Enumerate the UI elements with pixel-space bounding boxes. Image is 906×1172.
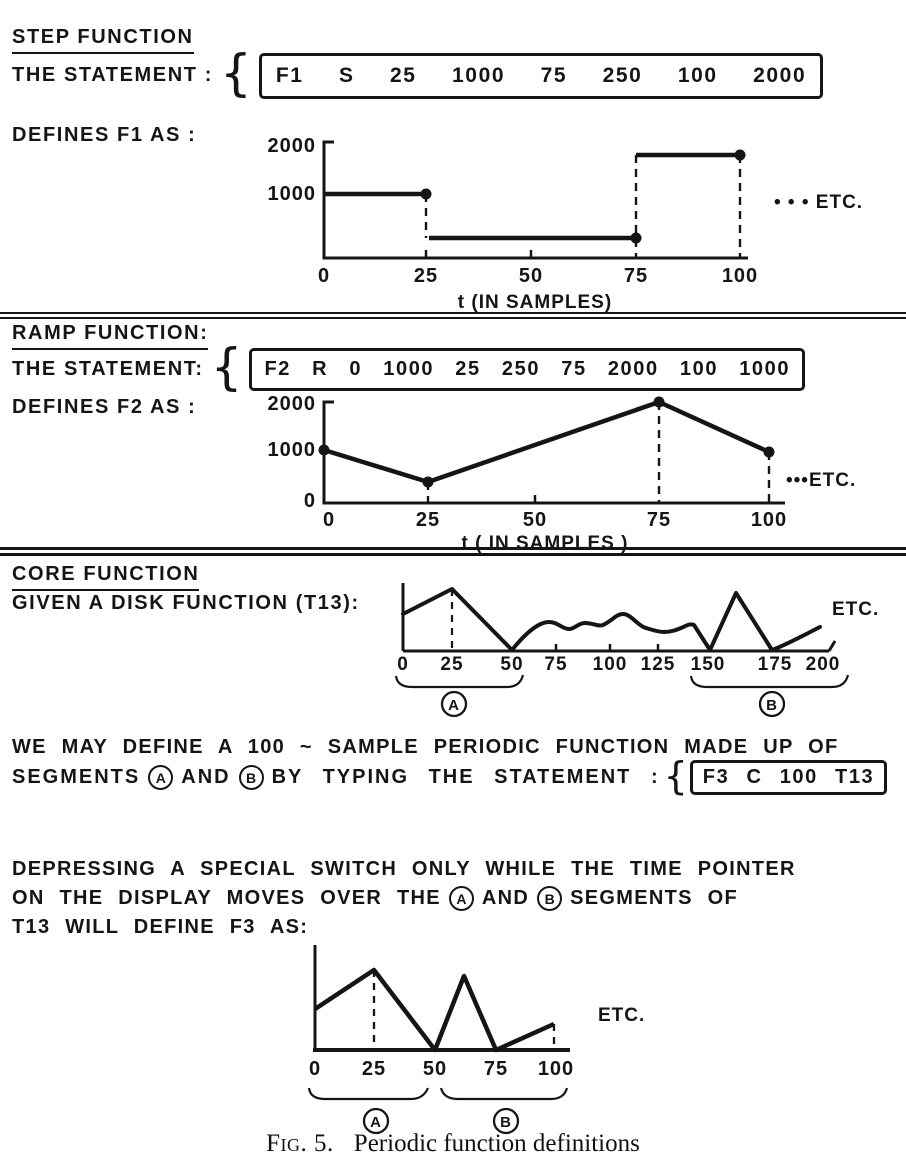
f3-xtick-50: 50 [422, 1058, 448, 1080]
ramp-xtick-0: 0 [322, 509, 336, 531]
segment-a-brace [396, 675, 523, 687]
f3-segment-b-label: B [500, 1114, 512, 1131]
switch-paragraph-line3: T13 WILL DEFINE F3 AS: [12, 916, 309, 938]
step-defines-label: DEFINES F1 AS : [12, 124, 197, 146]
segment-a-label: A [448, 697, 460, 714]
define-paragraph-line1: WE MAY DEFINE A 100 ~ SAMPLE PERIODIC FUNCTION MADE UP OF [12, 736, 839, 758]
left-curly-brace: { [220, 44, 252, 102]
typing-statement-text: BY TYPING THE STATEMENT : [271, 766, 660, 788]
f3-curve [315, 970, 554, 1050]
core-t13-curve [403, 589, 820, 650]
step-statement-row [12, 44, 823, 102]
ramp-statement-label: THE STATEMENT: [12, 358, 204, 381]
ramp-etc-annotation: •••ETC. [786, 470, 857, 491]
ramp-statement-row [12, 338, 805, 396]
step-axes [324, 142, 748, 258]
dot-25-250 [423, 477, 434, 488]
ramp-axes [324, 402, 785, 503]
dot-100-1000 [764, 447, 775, 458]
core-xtick-175: 175 [757, 654, 793, 675]
figure-caption-text: Periodic function definitions [353, 1130, 640, 1157]
core-xtick-125: 125 [640, 654, 676, 675]
core-xtick-200: 200 [805, 654, 841, 675]
f3-xtick-25: 25 [361, 1058, 387, 1080]
step-xtick-25: 25 [413, 265, 439, 287]
switch-paragraph-line2 [12, 886, 738, 911]
ramp-statement-box: F2 R 0 1000 25 250 75 2000 100 1000 [249, 348, 805, 391]
f3-xtick-75: 75 [483, 1058, 509, 1080]
segment-b-brace [441, 1088, 567, 1099]
core-xtick-50: 50 [500, 654, 524, 675]
segment-b-brace [691, 675, 848, 687]
ramp-xtick-labels [323, 509, 787, 531]
step-f1-line [324, 155, 740, 238]
step-xtick-75: 75 [623, 265, 649, 287]
step-xtick-labels [318, 265, 758, 287]
core-xtick-150: 150 [690, 654, 726, 675]
switch-line2-pre: ON THE DISPLAY MOVES OVER THE [12, 887, 441, 909]
circled-a-icon: A [148, 765, 173, 790]
ramp-xtick-25: 25 [415, 509, 441, 531]
left-curly-brace: { [210, 338, 243, 396]
ramp-xtick-100: 100 [750, 509, 788, 531]
core-etc-annotation: ETC. [832, 599, 880, 620]
section-divider-1 [0, 312, 906, 319]
core-xtick-100: 100 [592, 654, 628, 675]
step-ytick-2000: 2000 [267, 135, 316, 157]
core-xtick-75: 75 [544, 654, 568, 675]
step-function-graph [240, 120, 906, 320]
step-function-section-title [12, 26, 194, 54]
left-curly-brace: { [663, 754, 688, 799]
f3-statement-box: F3 C 100 T13 [690, 760, 888, 795]
f3-xtick-0: 0 [308, 1058, 322, 1080]
core-xtick-0: 0 [397, 654, 409, 675]
switch-line2-post: SEGMENTS OF [570, 887, 738, 909]
ramp-function-graph [240, 390, 906, 555]
and-word: AND [181, 766, 231, 788]
figure-caption [0, 1130, 906, 1158]
dot-75-250 [631, 233, 642, 244]
ramp-ytick-2000: 2000 [267, 393, 316, 415]
f3-etc-annotation: ETC. [598, 1005, 646, 1026]
step-xtick-0: 0 [317, 265, 331, 287]
ramp-ytick-0: 0 [303, 490, 316, 512]
step-xaxis-label: t (IN SAMPLES) [457, 292, 613, 313]
ramp-title-text: RAMP FUNCTION: [12, 322, 208, 350]
step-statement-box: F1 S 25 1000 75 250 100 2000 [259, 53, 823, 99]
step-xtick-100: 100 [721, 265, 759, 287]
ramp-xaxis-label: t ( IN SAMPLES ) [461, 533, 629, 554]
ramp-ytick-1000: 1000 [267, 439, 316, 461]
step-ytick-1000: 1000 [267, 183, 316, 205]
circled-a-icon: A [449, 886, 474, 911]
step-statement-label: THE STATEMENT : [12, 64, 214, 87]
segments-word: SEGMENTS [12, 766, 141, 788]
segment-b-label: B [766, 697, 778, 714]
core-xtick-labels [397, 654, 840, 675]
dot-100-2000 [735, 150, 746, 161]
circled-b-icon: B [537, 886, 562, 911]
step-etc-annotation: • • • ETC. [774, 192, 864, 213]
ramp-dashed-lines [428, 402, 769, 503]
ramp-f2-line [324, 402, 769, 482]
define-paragraph-line2 [12, 754, 887, 799]
core-title-text: CORE FUNCTION [12, 563, 199, 591]
figure-caption-label: Fig. 5. [266, 1130, 334, 1157]
core-given-label: GIVEN A DISK FUNCTION (T13): [12, 592, 360, 614]
f3-segment-a-label: A [370, 1114, 382, 1131]
ramp-xtick-50: 50 [522, 509, 548, 531]
dot-0-1000 [319, 445, 330, 456]
step-xtick-50: 50 [518, 265, 544, 287]
step-dashed-lines [426, 155, 740, 258]
dot-25-1000 [421, 189, 432, 200]
dot-75-2000 [654, 397, 665, 408]
circled-b-icon: B [239, 765, 264, 790]
and-word: AND [481, 887, 530, 909]
disk-function-graph [386, 575, 906, 727]
f3-xtick-labels [309, 1058, 574, 1080]
step-title-text: STEP FUNCTION [12, 26, 194, 54]
ramp-defines-label: DEFINES F2 AS : [12, 396, 197, 418]
core-xtick-25: 25 [440, 654, 464, 675]
core-function-section-title [12, 563, 199, 591]
ramp-xtick-75: 75 [646, 509, 672, 531]
switch-paragraph-line1: DEPRESSING A SPECIAL SWITCH ONLY WHILE THE TIME POINTER [12, 858, 796, 880]
step-data-dots [421, 150, 746, 244]
f3-xtick-100: 100 [537, 1058, 575, 1080]
section-divider-2 [0, 547, 906, 556]
segment-a-brace [309, 1088, 428, 1099]
